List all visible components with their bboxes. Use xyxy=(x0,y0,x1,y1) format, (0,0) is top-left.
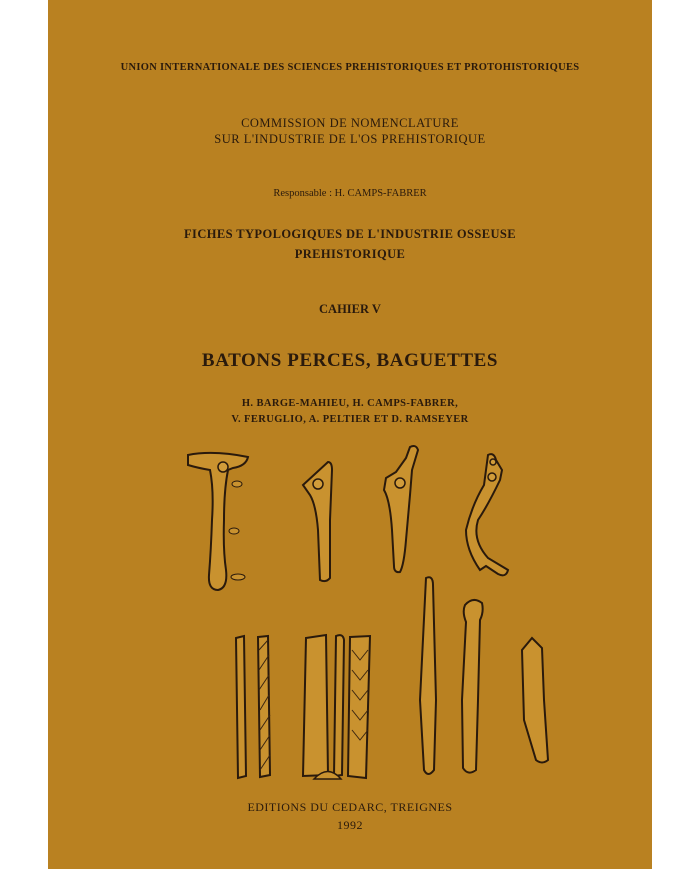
series-line-1: FICHES TYPOLOGIQUES DE L'INDUSTRIE OSSEUSE xyxy=(184,227,516,241)
baguette-long-3 xyxy=(420,577,436,774)
baton-t-shaped xyxy=(188,453,248,590)
book-cover xyxy=(48,0,652,869)
baton-forked xyxy=(384,446,418,572)
authors-line-2: V. FERUGLIO, A. PELTIER ET D. RAMSEYER xyxy=(231,414,469,425)
organization-name: UNION INTERNATIONALE DES SCIENCES PREHISTORIQUES ET PROTOHISTORIQUES xyxy=(120,62,580,73)
volume-label: CAHIER V xyxy=(319,302,381,316)
baguette-fragment-5 xyxy=(522,638,548,763)
baguette-group-2 xyxy=(303,635,370,779)
baton-curved xyxy=(466,454,508,575)
artifact-illustrations xyxy=(48,0,652,869)
series-line-2: PREHISTORIQUE xyxy=(294,247,406,261)
publication-year: 1992 xyxy=(337,818,363,832)
commission-line-1: COMMISSION DE NOMENCLATURE xyxy=(241,116,459,130)
baguette-pair-1 xyxy=(236,636,270,778)
publisher: EDITIONS DU CEDARC, TREIGNES xyxy=(247,800,453,814)
book-title: BATONS PERCES, BAGUETTES xyxy=(201,350,499,371)
responsable: Responsable : H. CAMPS-FABRER xyxy=(273,188,427,199)
baguette-knobbed-4 xyxy=(462,600,483,773)
authors-line-1: H. BARGE-MAHIEU, H. CAMPS-FABRER, xyxy=(241,398,459,409)
commission-line-2: SUR L'INDUSTRIE DE L'OS PREHISTORIQUE xyxy=(214,132,486,146)
baton-angled xyxy=(303,462,332,581)
